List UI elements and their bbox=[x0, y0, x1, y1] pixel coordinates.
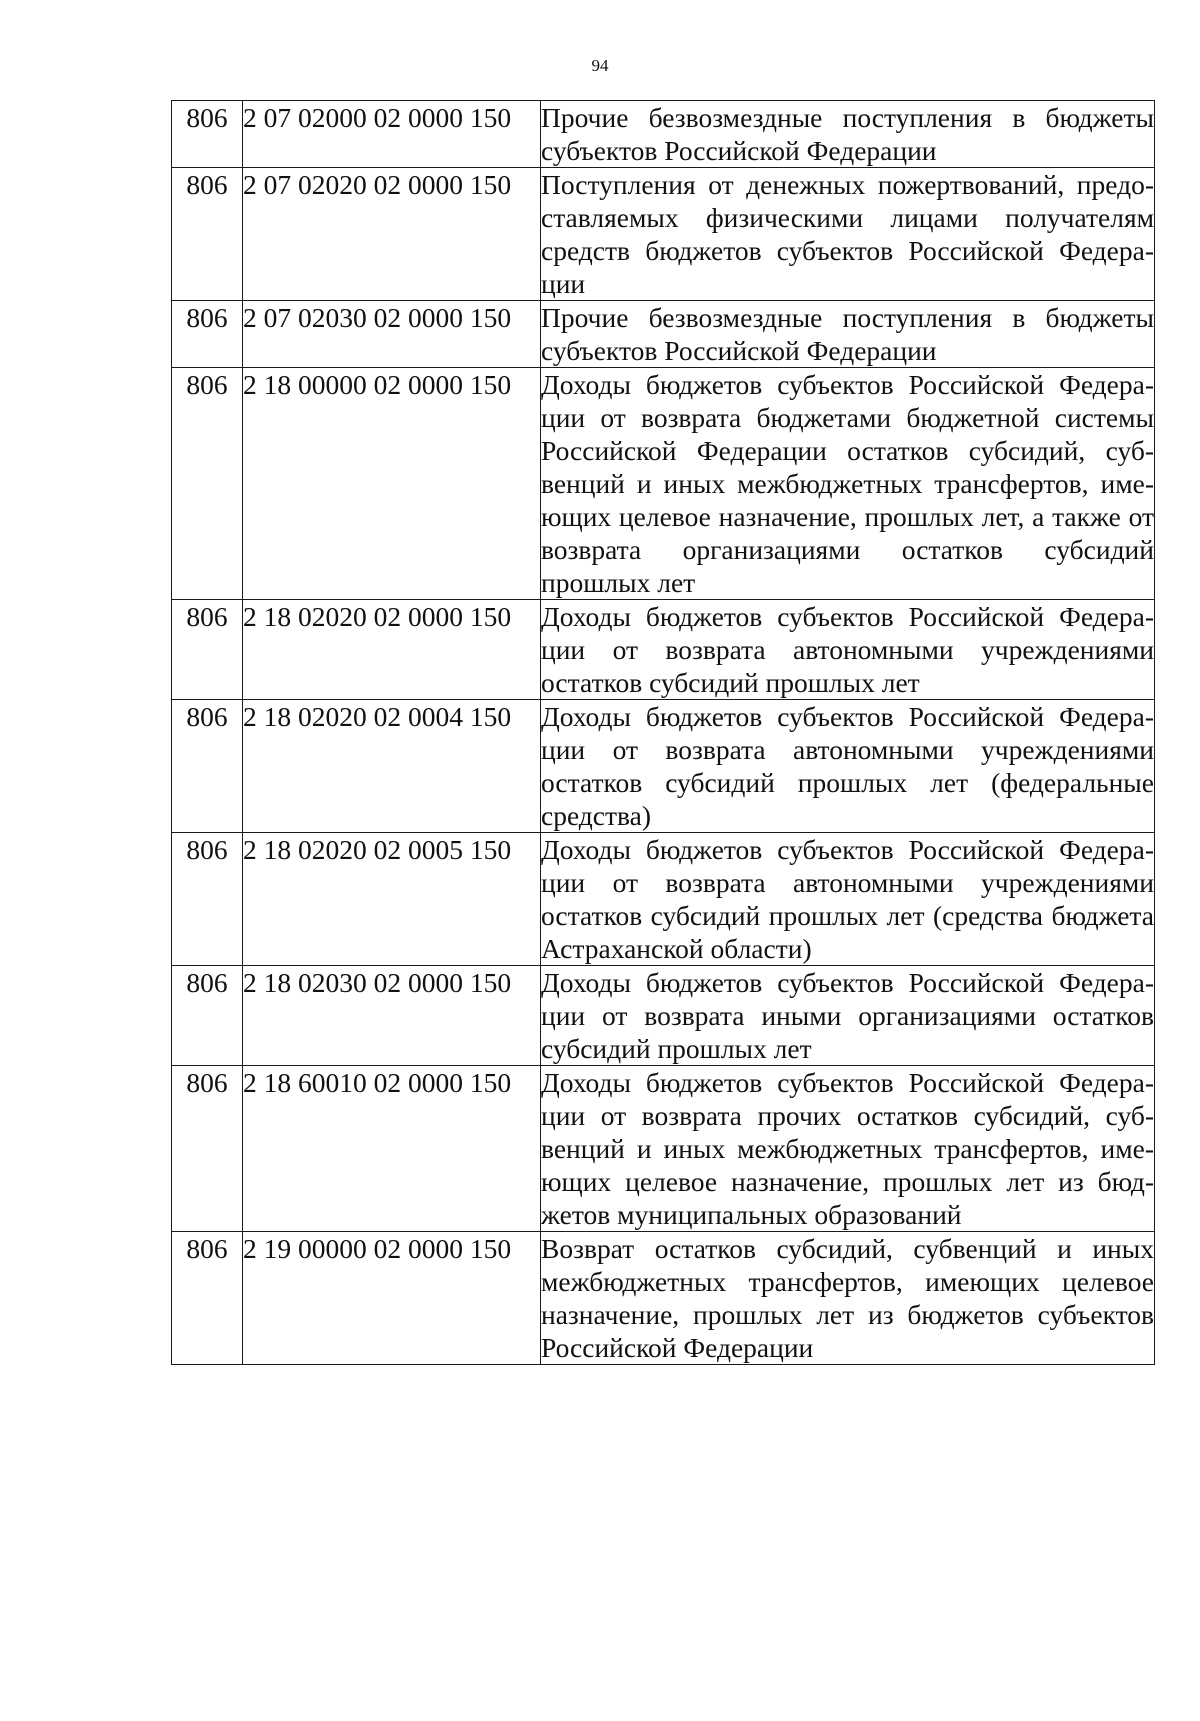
revenue-name-cell: Возврат остатков субсидий, субвенций и иных межбюджетных трансфертов, имеющих целевое назначение, прошлых лет из бюджетов субъектов Российской Федерации bbox=[541, 1233, 1154, 1363]
admin-code-cell: 806 bbox=[172, 966, 243, 1066]
page-number: 94 bbox=[591, 56, 609, 75]
table-row bbox=[172, 600, 1155, 700]
table-row bbox=[172, 368, 1155, 600]
admin-code-cell: 806 bbox=[172, 368, 243, 600]
table-row bbox=[172, 700, 1155, 833]
admin-code-cell: 806 bbox=[172, 1232, 243, 1365]
revenue-code-cell: 2 07 02000 02 0000 150 bbox=[243, 101, 541, 168]
revenue-name-cell: Доходы бюджетов субъектов Российской Федерации от возврата иными организациями остатков субсидий прошлых лет bbox=[541, 967, 1154, 1064]
revenue-code-cell: 2 19 00000 02 0000 150 bbox=[243, 1232, 541, 1365]
revenue-code-cell: 2 18 60010 02 0000 150 bbox=[243, 1066, 541, 1232]
admin-code-cell: 806 bbox=[172, 700, 243, 833]
revenue-code-cell: 2 18 02020 02 0004 150 bbox=[243, 700, 541, 833]
revenue-code-cell: 2 18 02020 02 0000 150 bbox=[243, 600, 541, 700]
revenue-code-cell: 2 07 02020 02 0000 150 bbox=[243, 168, 541, 301]
table-row bbox=[172, 833, 1155, 966]
revenue-name-cell: Доходы бюджетов субъектов Российской Федерации от возврата прочих остатков субсидий, субвенций и иных межбюджетных трансфертов, имеющих целевое назначение, прошлых лет из бюджетов муниципальных образований bbox=[541, 1067, 1154, 1230]
revenue-name-cell: Доходы бюджетов субъектов Российской Федерации от возврата бюджетами бюджетной системы Российской Федерации остатков субсидий, субвенций и иных межбюджетных трансфертов, имеющих целевое назначение, прошлых лет, а также от возврата организациями остатков субсидий прошлых лет bbox=[541, 369, 1154, 598]
revenue-name-cell: Доходы бюджетов субъектов Российской Федерации от возврата автономными учреждениями остатков субсидий прошлых лет (федеральные средства) bbox=[541, 701, 1154, 831]
revenue-code-cell: 2 18 02030 02 0000 150 bbox=[243, 966, 541, 1066]
admin-code-cell: 806 bbox=[172, 833, 243, 966]
revenue-code-cell: 2 18 00000 02 0000 150 bbox=[243, 368, 541, 600]
admin-code-cell: 806 bbox=[172, 168, 243, 301]
admin-code-cell: 806 bbox=[172, 600, 243, 700]
revenue-name-cell: Прочие безвозмездные поступления в бюджеты субъектов Российской Федерации bbox=[541, 302, 1154, 366]
revenue-code-cell: 2 18 02020 02 0005 150 bbox=[243, 833, 541, 966]
revenue-name-cell: Поступления от денежных пожертвований, предоставляемых физическими лицами получателям средств бюджетов субъектов Российской Федерации bbox=[541, 169, 1154, 299]
table-row bbox=[172, 1232, 1155, 1365]
revenue-code-cell: 2 07 02030 02 0000 150 bbox=[243, 301, 541, 368]
table-row bbox=[172, 966, 1155, 1066]
table-row bbox=[172, 1066, 1155, 1232]
revenue-name-cell: Прочие безвозмездные поступления в бюджеты субъектов Российской Федерации bbox=[541, 102, 1154, 166]
revenue-name-cell: Доходы бюджетов субъектов Российской Федерации от возврата автономными учреждениями остатков субсидий прошлых лет (средства бюджета Астраханской области) bbox=[541, 834, 1154, 964]
admin-code-cell: 806 bbox=[172, 301, 243, 368]
revenue-name-cell: Доходы бюджетов субъектов Российской Федерации от возврата автономными учреждениями остатков субсидий прошлых лет bbox=[541, 601, 1154, 698]
table-row bbox=[172, 101, 1155, 168]
budget-code-table bbox=[171, 100, 1155, 1365]
admin-code-cell: 806 bbox=[172, 101, 243, 168]
admin-code-cell: 806 bbox=[172, 1066, 243, 1232]
table-row bbox=[172, 301, 1155, 368]
table-row bbox=[172, 168, 1155, 301]
